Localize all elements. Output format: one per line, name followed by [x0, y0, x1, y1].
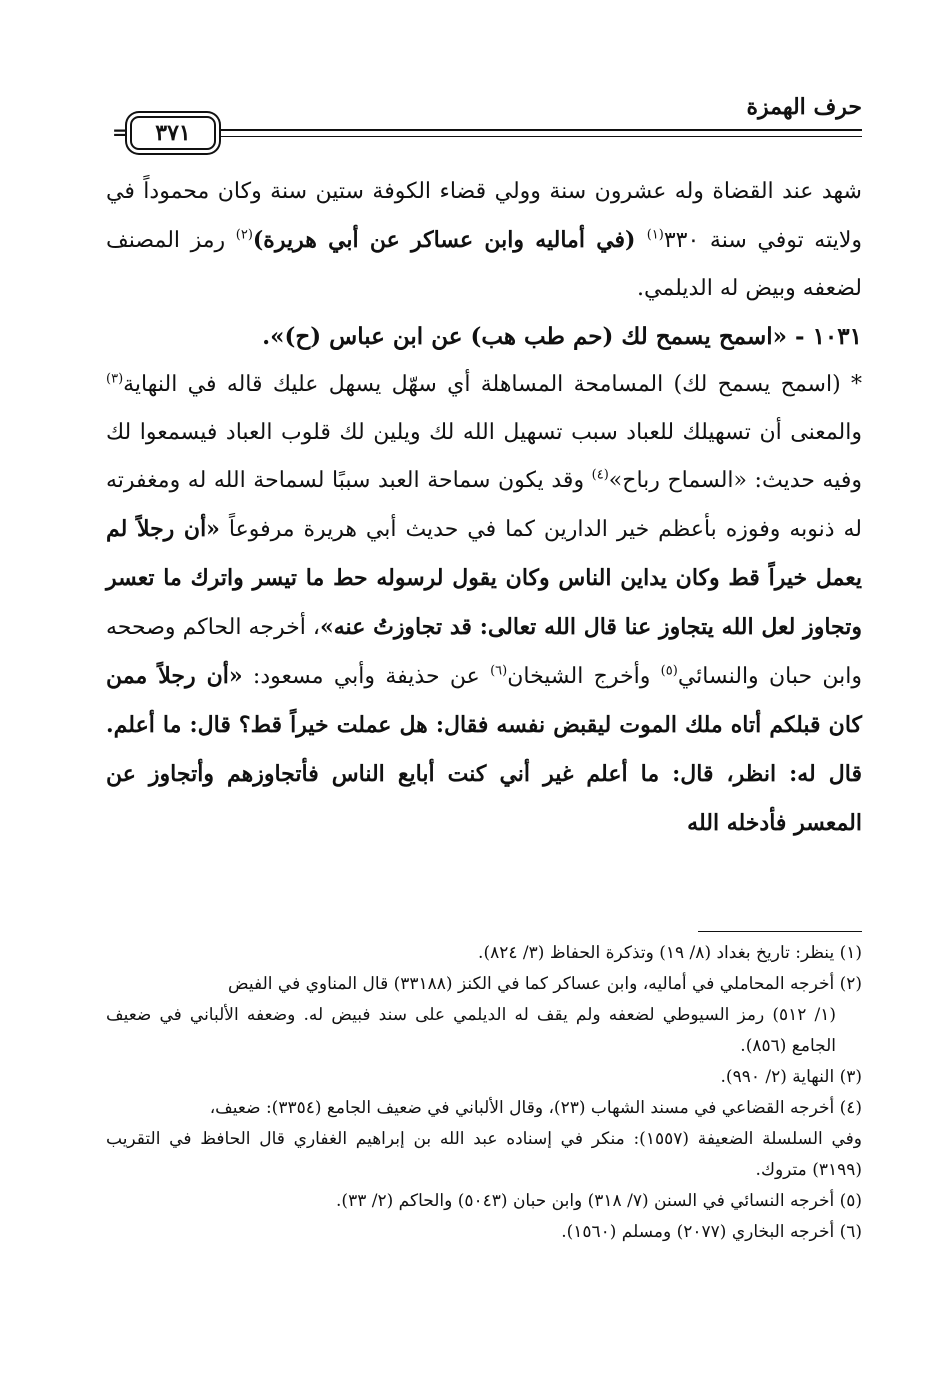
chapter-title: حرف الهمزة: [746, 94, 862, 120]
footnote-ref-3: (٣): [106, 371, 124, 387]
p2-text-f: عن حذيفة وأبي مسعود:: [242, 664, 491, 689]
footnote-3: (٣) النهاية (٢/ ٩٩٠).: [720, 1067, 862, 1087]
p2-quote-1: «أن رجلاً لم يعمل خيراً قط وكان يداين الناس وكان يقول لرسوله حط ما تيسر واترك ما تعسر وتجاوز لعل الله يتجاوز عنا قال الله تعالى: قد تجاوزتُ عنه»: [106, 516, 862, 640]
main-text: [106, 168, 862, 848]
header-ornament: =: [112, 120, 129, 144]
footnotes: [106, 938, 862, 1248]
footnote-ref-2: (٢): [235, 227, 253, 243]
hadith-heading: ١٠٣١ - «اسمح يسمح لك (حم طب هب) عن ابن عباس (ح)».: [262, 323, 862, 350]
footnote-4-line-2: وفي السلسلة الضعيفة (١٥٥٧): منكر في إسناده عبد الله بن إبراهيم الغفاري قال الحافظ في التقريب (٣١٩٩) متروك.: [106, 1129, 862, 1180]
header-rule-thick: [220, 129, 862, 131]
header-rule-thin: [220, 136, 862, 137]
footnote-2-line-1: (٢) أخرجه المحاملي في أماليه، وابن عساكر كما في الكنز (٣٣١٨٨) قال المناوي في الفيض: [228, 974, 862, 994]
footnote-ref-5: (٥): [660, 663, 678, 679]
footnote-6: (٦) أخرجه البخاري (٢٠٧٧) ومسلم (١٥٦٠).: [561, 1222, 862, 1242]
footnote-ref-4: (٤): [591, 467, 609, 483]
p1-source: (في أماليه وابن عساكر عن أبي هريرة): [252, 227, 647, 253]
page-number: ٣٧١: [130, 116, 216, 150]
footnote-1: (١) ينظر: تاريخ بغداد (٨/ ١٩) وتذكرة الحفاظ (٣/ ٨٢٤).: [478, 943, 862, 963]
footnote-ref-1: (١): [646, 227, 664, 243]
footnote-2-line-2: (١/ ٥١٢) رمز السيوطي لضعفه ولم يقف له الديلمي على سند فبيض له. وضعفه الألباني في ضعيف الجامع (٨٥٦).: [106, 1005, 837, 1056]
paragraph-1: [106, 168, 862, 313]
p2-text-e: وأخرج الشيخان: [507, 664, 661, 689]
p2-quote-2: «أن رجلاً ممن كان قبلكم أتاه ملك الموت ليقبض نفسه فقال: هل عملت خيراً قط؟ قال: ما أعلم. قال له: انظر، قال: ما أعلم غير أني كنت أبايع الناس فأتجاوزهم وأتجاوز عن المعسر فأدخله الله: [106, 663, 862, 836]
p2-text-c: وقد يكون سماحة العبد سببًا لسماحة الله له ومغفرته له ذنوبه وفوزه بأعظم خير الدارين كما في حديث أبي هريرة مرفوعاً: [106, 468, 862, 542]
paragraph-2: [106, 361, 862, 848]
footnote-ref-6: (٦): [490, 663, 508, 679]
p1-text-c: رمز المصنف لضعفه وبيض له الديلمي.: [106, 228, 862, 301]
footnote-5: (٥) أخرجه النسائي في السنن (٧/ ٣١٨) وابن حبان (٥٠٤٣) والحاكم (٢/ ٣٣).: [336, 1191, 862, 1211]
p2-text-b: والمعنى أن تسهيلك للعباد سبب تسهيل الله لك ويلين لك قلوب العباد فيسمعوا لك وفيه حديث: «السماح رباح»: [106, 420, 862, 493]
p2-text-d: ، أخرجه الحاكم وصححه وابن حبان والنسائي: [106, 615, 863, 689]
p1-text-a: شهد عند القضاة وله عشرون سنة وولي قضاء الكوفة ستين سنة وكان محموداً في ولايته توفي سنة ٣٣٠: [106, 179, 863, 253]
footnote-4-line-1: (٤) أخرجه القضاعي في مسند الشهاب (٢٣)، وقال الألباني في ضعيف الجامع (٣٣٥٤): ضعيف،: [209, 1098, 862, 1118]
page-header: [112, 92, 862, 148]
footnote-separator: [698, 931, 862, 932]
p2-text-a: * (اسمح يسمح لك) المسامحة المساهلة أي سهّل يسهل عليك قاله في النهاية: [123, 372, 862, 397]
